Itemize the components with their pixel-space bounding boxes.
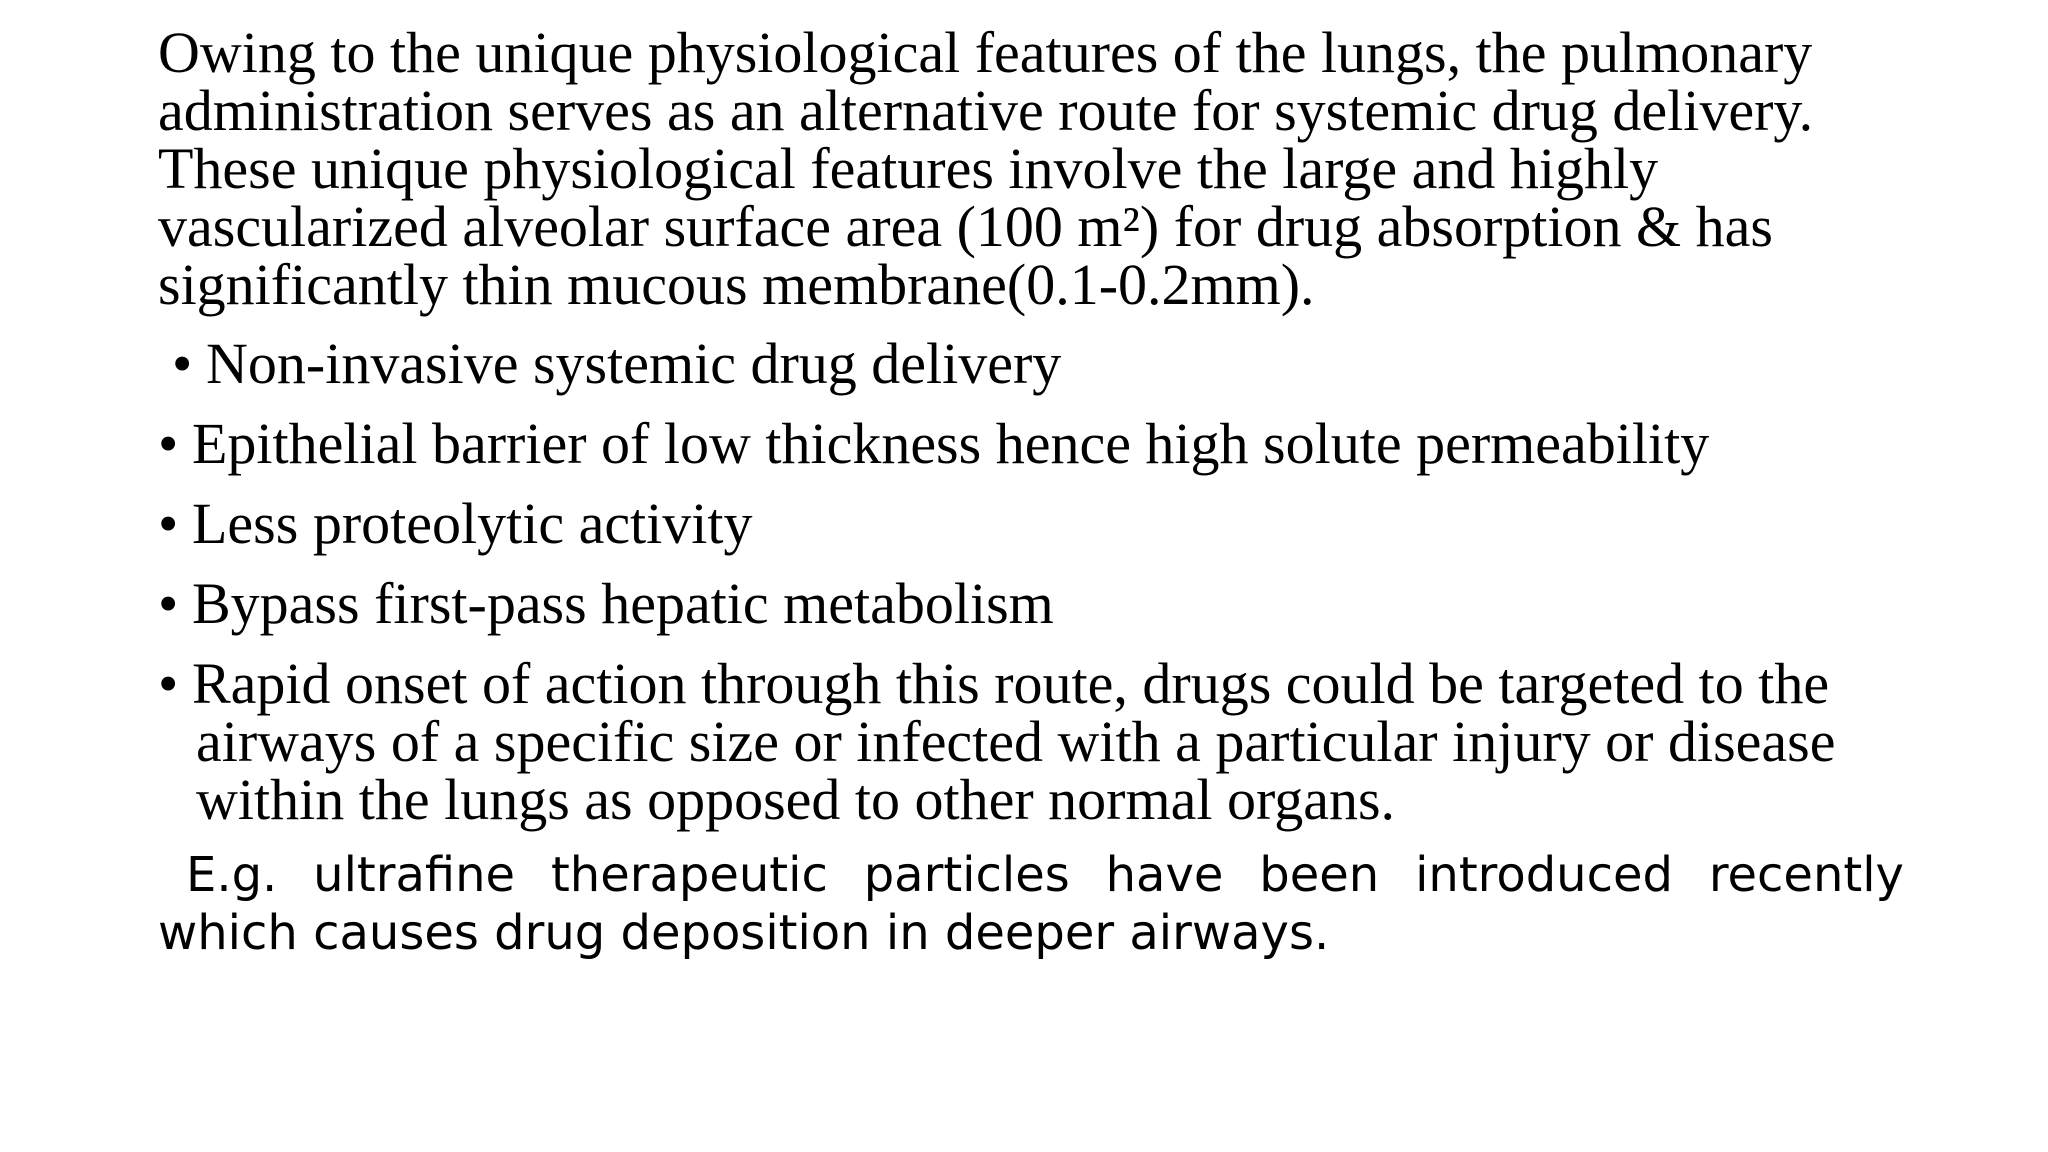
intro-line: administration serves as an alternative route for systemic drug delivery. (158, 78, 1814, 143)
bullet-dot: • (172, 331, 193, 396)
bullet-item-non-invasive (172, 331, 1062, 396)
example-word: particles (863, 847, 1070, 903)
example-word: have (1105, 847, 1224, 903)
intro-line: vascularized alveolar surface area (100 m²) for drug absorption & has (158, 194, 1773, 259)
bullet-text: airways of a specific size or infected with a particular injury or disease (196, 709, 1836, 774)
bullet-dot: • (158, 571, 179, 636)
bullet-text: within the lungs as opposed to other normal organs. (196, 767, 1396, 832)
example-paragraph (158, 846, 1904, 962)
bullet-item-bypass-metabolism (158, 571, 1054, 636)
bullet-dot: • (158, 411, 179, 476)
bullet-dot: • (158, 491, 179, 556)
example-line-2: which causes drug deposition in deeper airways. (158, 905, 1330, 961)
example-word: ultrafine (313, 847, 516, 903)
bullet-text: Bypass first-pass hepatic metabolism (192, 571, 1054, 636)
bullet-dot: • (158, 651, 179, 716)
bullet-text: Rapid onset of action through this route, drugs could be targeted to the (192, 651, 1830, 716)
example-line-1 (158, 846, 1904, 904)
bullet-text: Less proteolytic activity (192, 491, 753, 556)
intro-line: These unique physiological features involve the large and highly (158, 136, 1659, 201)
example-word: therapeutic (550, 847, 828, 903)
bullet-text: Non-invasive systemic drug delivery (206, 331, 1062, 396)
bullet-item-proteolytic (158, 491, 753, 556)
bullet-item-epithelial-barrier (158, 411, 1710, 476)
intro-line: Owing to the unique physiological features of the lungs, the pulmonary (158, 20, 1813, 85)
bullet-item-rapid-onset (158, 651, 1836, 832)
intro-line: significantly thin mucous membrane(0.1-0.2mm). (158, 252, 1315, 317)
intro-paragraph (158, 20, 1918, 317)
example-word: been (1259, 847, 1380, 903)
example-word: E.g. (186, 847, 278, 903)
example-word: recently (1708, 847, 1904, 903)
bullet-text: Epithelial barrier of low thickness hence high solute permeability (192, 411, 1710, 476)
example-word: introduced (1415, 847, 1673, 903)
